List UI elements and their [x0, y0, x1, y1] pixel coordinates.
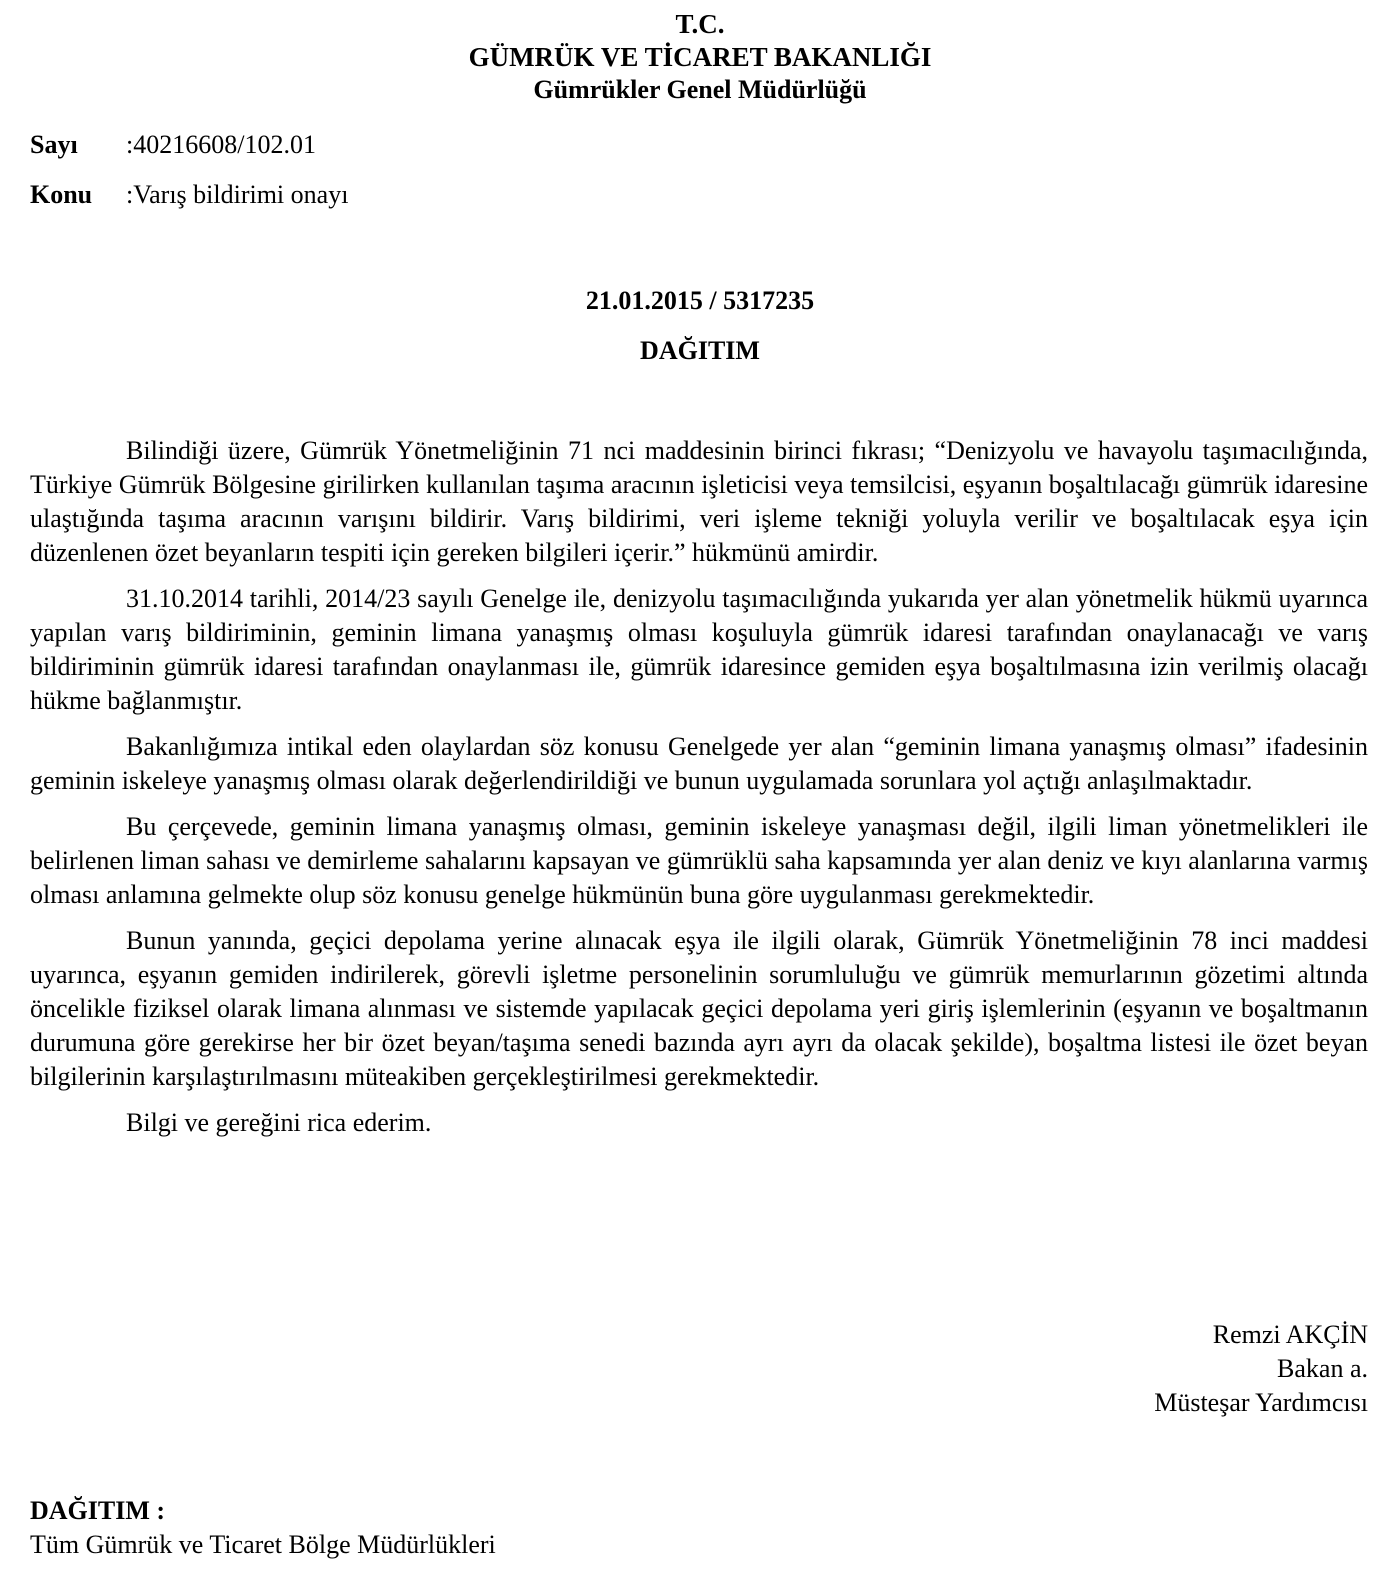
paragraph-2: 31.10.2014 tarihli, 2014/23 sayılı Genelge ile, denizyolu taşımacılığında yukarıda yer alan yönetmelik hükmü uyarınca yapılan varış bildiriminin, geminin limana yanaşmış olması koşuluyla gümrük idaresi tarafından onaylanacağı ve varış bildiriminin gümrük idaresi tarafından onaylanması ile, gümrük idaresince gemiden eşya boşaltılmasına izin verilmiş olacağı hükme bağlanmıştır.: [30, 584, 1368, 715]
distribution-recipient: Tüm Gümrük ve Ticaret Bölge Müdürlükleri: [30, 1530, 496, 1559]
closing-paragraph: Bilgi ve gereğini rica ederim.: [126, 1108, 432, 1137]
letter-body: [30, 434, 1368, 1152]
signatory-authority: Bakan a.: [1277, 1354, 1368, 1383]
signatory-name: Remzi AKÇİN: [1212, 1320, 1368, 1349]
konu-value: :Varış bildirimi onayı: [126, 180, 349, 209]
letterhead-ministry: GÜMRÜK VE TİCARET BAKANLIĞI: [468, 42, 932, 72]
konu-label: Konu: [30, 180, 93, 209]
signatory-title: Müsteşar Yardımcısı: [1154, 1388, 1368, 1417]
meta-konu-row: [30, 180, 348, 210]
signature-block: [1154, 1318, 1368, 1420]
reference-number: 21.01.2015 / 5317235: [585, 286, 815, 315]
paragraph-5: Bunun yanında, geçici depolama yerine alınacak eşya ile ilgili olarak, Gümrük Yönetmeliğinin 78 inci maddesi uyarınca, eşyanın gemiden indirilerek, görevli işletme personelinin sorumluluğu ve gümrük memurlarının gözetimi altında öncelikle fiziksel olarak limana alınması ve sistemde yapılacak geçici depolama yeri giriş işlemlerinin (eşyanın ve boşaltmanın durumuna göre gerekirse her bir özet beyan/taşıma senedi bazında ayrı ayrı da olacak şekilde), boşaltma listesi ile özet beyan bilgilerinin karşılaştırılmasını müteakiben gerçekleştirilmesi gerekmektedir.: [30, 926, 1368, 1091]
distribution-heading: DAĞITIM: [640, 336, 760, 365]
letterhead-directorate: Gümrükler Genel Müdürlüğü: [533, 75, 867, 104]
sayi-value: :40216608/102.01: [126, 130, 316, 159]
sayi-label: Sayı: [30, 130, 78, 159]
distribution-list: [30, 1494, 496, 1562]
paragraph-3: Bakanlığımıza intikal eden olaylardan söz konusu Genelgede yer alan “geminin limana yanaşmış olması” ifadesinin geminin iskeleye yanaşmış olması olarak değerlendirildiği ve bunun uygulamada sorunlara yol açtığı anlaşılmaktadır.: [30, 732, 1368, 795]
letterhead: [0, 8, 1400, 106]
paragraph-1: Bilindiği üzere, Gümrük Yönetmeliğinin 71 nci maddesinin birinci fıkrası; “Denizyolu ve havayolu taşımacılığında, Türkiye Gümrük Bölgesine girilirken kullanılan taşıma aracının işleticisi veya temsilcisi, eşyanın boşaltılacağı gümrük idaresine ulaştığında taşıma aracının varışını bildirir. Varış bildirimi, veri işleme tekniği yoluyla verilir ve boşaltılacak eşya için düzenlenen özet beyanların tespiti için gereken bilgileri içerir.” hükmünü amirdir.: [30, 436, 1368, 567]
distribution-label: DAĞITIM :: [30, 1496, 166, 1525]
meta-sayi-row: [30, 130, 316, 160]
paragraph-4: Bu çerçevede, geminin limana yanaşmış olması, geminin iskeleye yanaşması değil, ilgili liman yönetmelikleri ile belirlenen liman sahası ve demirleme sahalarını kapsayan ve gümrüklü saha kapsamında yer alan deniz ve kıyı alanlarına varmış olması anlamına gelmekte olup söz konusu genelge hükmünün buna göre uygulanması gerekmektedir.: [30, 812, 1368, 909]
letterhead-tc: T.C.: [675, 9, 725, 39]
